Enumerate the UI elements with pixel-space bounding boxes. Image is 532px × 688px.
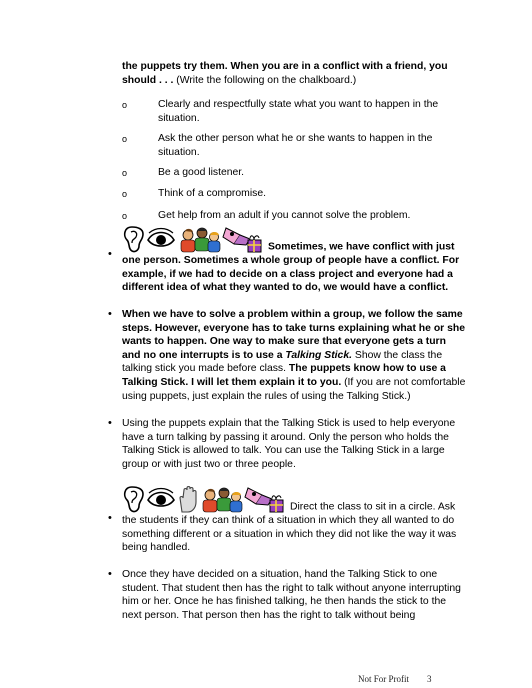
step-marker: o <box>122 168 128 178</box>
step-marker: o <box>122 211 128 221</box>
step-marker: o <box>122 134 128 144</box>
bullet-item <box>108 568 466 622</box>
bullet-marker: • <box>108 308 112 320</box>
intro-paragraph <box>122 60 462 87</box>
bullet-item <box>108 484 466 555</box>
footer-label: Not For Profit <box>358 674 410 684</box>
bullet-item <box>108 224 466 295</box>
step-text: Ask the other person what he or she wants to happen in the situation. <box>158 133 433 158</box>
activity-icons <box>122 484 290 514</box>
bullet-text <box>122 224 466 295</box>
bullet-text-content: Sometimes, we have conflict with just one person. Sometimes a whole group of people have a conflict. For example, if we had to decide on a class project and everyone had a different idea of what they wanted to do, we would have a conflict. <box>122 241 460 294</box>
step-text: Clearly and respectfully state what you want to happen in the situation. <box>158 99 439 124</box>
intro-bold-text: the puppets try them. When you are in a conflict with a friend, you should . . . <box>122 61 448 86</box>
bullet-item <box>108 308 466 403</box>
bullet-marker: • <box>108 417 112 429</box>
bullet-text-content: Direct the class to sit in a circle. Ask the students if they can think of a situation in which they all wanted to do something different or a situation in which they did not like the way it was being handled. <box>122 501 457 554</box>
bullet-marker: • <box>108 248 112 260</box>
step-item <box>122 166 462 180</box>
bullet-text <box>122 484 466 555</box>
page-footer <box>358 674 432 684</box>
bullet-text: When we have to solve a problem within a group, we follow the same steps. However, everyone has to take turns explaining what he or she wants to happen. One way to make sure that everyone gets a turn and no one interrupts is to use a Talking Stick. Show the class the talking stick you made before class. The puppets know how to use a Talking Stick. I will let them explain it to you. (If you are not comfortable using puppets, just explain the rules of using the Talking Stick.) <box>122 309 466 402</box>
bullet-item <box>108 417 466 471</box>
step-marker: o <box>122 100 128 110</box>
step-item <box>122 187 462 201</box>
step-text: Be a good listener. <box>158 167 245 178</box>
bullet-marker: • <box>108 512 112 524</box>
intro-normal-text: (Write the following on the chalkboard.) <box>173 74 357 86</box>
step-item <box>122 209 462 223</box>
page-number: 3 <box>427 674 432 684</box>
step-item <box>122 132 462 159</box>
step-item <box>122 98 462 125</box>
eye-icon <box>148 489 174 507</box>
talking-stick-term: Talking Stick. <box>285 349 352 361</box>
bullet-text: Once they have decided on a situation, hand the Talking Stick to one student. That student then has the right to talk without anyone interrupting him or her. Once he has finished talking, he then hands the stick to the next person. That person then has the right to talk without being <box>122 569 461 621</box>
puppet-gift-icon <box>245 488 283 512</box>
step-text: Get help from an adult if you cannot solve the problem. <box>158 210 411 221</box>
activity-icons <box>122 224 268 254</box>
step-marker: o <box>122 189 128 199</box>
bullet-marker: • <box>108 568 112 580</box>
eye-icon <box>148 229 174 247</box>
hand-icon <box>180 487 196 513</box>
group-icon <box>203 488 242 512</box>
ear-icon <box>125 487 143 512</box>
ear-icon <box>125 227 143 252</box>
puppet-gift-icon <box>223 228 261 252</box>
bullet-text: Using the puppets explain that the Talking Stick is used to help everyone have a turn talking by passing it around. Only the person who holds the Talking Stick is allowed to talk. You can use the Talking Stick in a large group or with just two or three people. <box>122 418 456 470</box>
step-text: Think of a compromise. <box>158 188 266 199</box>
group-icon <box>181 228 220 252</box>
